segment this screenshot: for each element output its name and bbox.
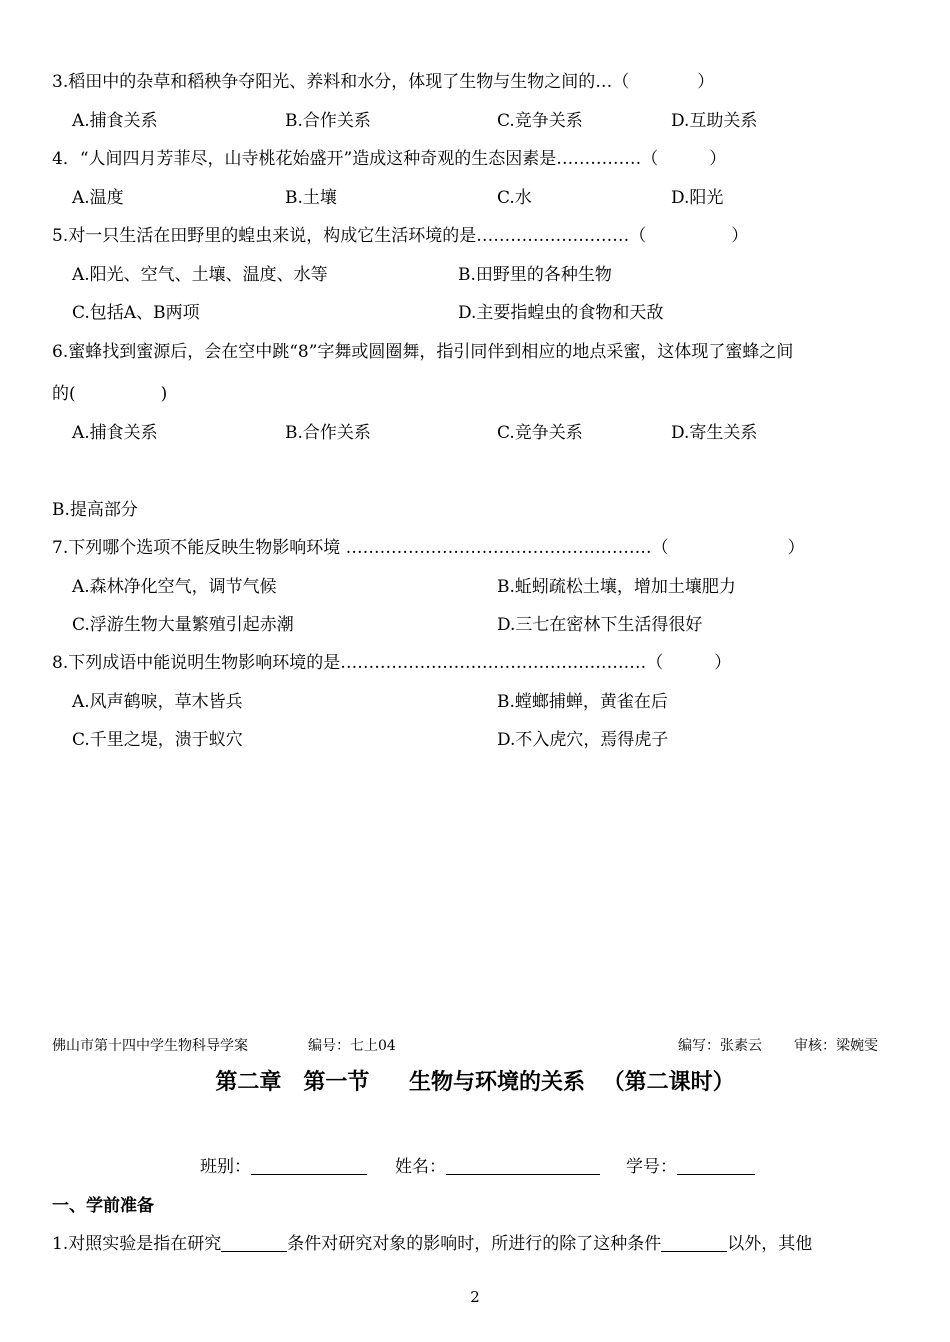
question-7-stem: 7.下列哪个选项不能反映生物影响环境 ………………………………………………（ ） [52, 538, 805, 558]
page-number: 2 [470, 1288, 480, 1306]
q8-option-b: B.螳螂捕蝉，黄雀在后 [497, 692, 668, 712]
id-label: 学号： [626, 1157, 677, 1177]
name-field [395, 1155, 600, 1179]
q4-option-b: B.土壤 [285, 188, 337, 208]
q6-option-a: A.捕食关系 [72, 423, 158, 443]
q4-option-d: D.阳光 [671, 188, 724, 208]
q3-option-b: B.合作关系 [285, 111, 371, 131]
question-1-stem [52, 1232, 812, 1256]
q7-option-c: C.浮游生物大量繁殖引起赤潮 [72, 615, 294, 635]
q5-option-a: A.阳光、空气、土壤、温度、水等 [72, 265, 328, 285]
name-label: 姓名： [395, 1157, 446, 1177]
question-8-stem: 8.下列成语中能说明生物影响环境的是………………………………………………（ ） [52, 653, 732, 673]
q1-part2: 条件对研究对象的影响时，所进行的除了这种条件 [287, 1234, 662, 1254]
page-title: 第二章 第一节 生物与环境的关系 （第二课时） [215, 1070, 735, 1095]
question-6-stem-line2: 的( ) [52, 384, 168, 404]
q3-option-d: D.互助关系 [671, 111, 758, 131]
q8-option-a: A.风声鹤唳，草木皆兵 [72, 692, 243, 712]
name-blank[interactable] [446, 1156, 600, 1175]
q1-blank-1[interactable] [221, 1233, 287, 1252]
question-4-stem: 4．“人间四月芳菲尽，山寺桃花始盛开”造成这种奇观的生态因素是……………（ ） [52, 149, 727, 169]
q7-option-a: A.森林净化空气，调节气候 [72, 577, 277, 597]
class-label: 班别： [200, 1157, 251, 1177]
q6-option-c: C.竞争关系 [497, 423, 583, 443]
q1-part3: 以外，其他 [727, 1234, 813, 1254]
id-blank[interactable] [677, 1156, 755, 1175]
q6-option-d: D.寄生关系 [671, 423, 758, 443]
question-6-stem-line1: 6.蜜蜂找到蜜源后，会在空中跳“8”字舞或圆圈舞，指引同伴到相应的地点采蜜，这体现了蜜蜂之间 [52, 342, 794, 362]
header-reviewer: 审核：梁婉雯 [794, 1038, 878, 1054]
q7-option-d: D.三七在密林下生活得很好 [497, 615, 703, 635]
q1-part1: 1.对照实验是指在研究 [52, 1234, 222, 1254]
q8-option-d: D.不入虎穴，焉得虎子 [497, 730, 669, 750]
q1-blank-2[interactable] [661, 1233, 727, 1252]
section-1-title: 一、学前准备 [52, 1196, 154, 1216]
q3-option-c: C.竞争关系 [497, 111, 583, 131]
q5-option-b: B.田野里的各种生物 [458, 265, 612, 285]
q4-option-a: A.温度 [72, 188, 124, 208]
q3-option-a: A.捕食关系 [72, 111, 158, 131]
q5-option-c: C.包括A、B两项 [72, 303, 200, 323]
header-school: 佛山市第十四中学生物科导学案 [52, 1038, 248, 1054]
class-field [200, 1155, 367, 1179]
q7-option-b: B.蚯蚓疏松土壤，增加土壤肥力 [497, 577, 736, 597]
question-3-stem: 3.稻田中的杂草和稻秧争夺阳光、养料和水分，体现了生物与生物之间的…（ ） [52, 72, 715, 92]
question-5-stem: 5.对一只生活在田野里的蝗虫来说，构成它生活环境的是………………………（ ） [52, 226, 749, 246]
q6-option-b: B.合作关系 [285, 423, 371, 443]
q4-option-c: C.水 [497, 188, 532, 208]
class-blank[interactable] [251, 1156, 367, 1175]
header-code: 编号：七上04 [308, 1038, 396, 1054]
header-author: 编写：张素云 [678, 1038, 762, 1054]
part-b-title: B.提高部分 [52, 500, 138, 520]
q8-option-c: C.千里之堤，溃于蚁穴 [72, 730, 243, 750]
q5-option-d: D.主要指蝗虫的食物和天敌 [458, 303, 664, 323]
id-field [626, 1155, 755, 1179]
